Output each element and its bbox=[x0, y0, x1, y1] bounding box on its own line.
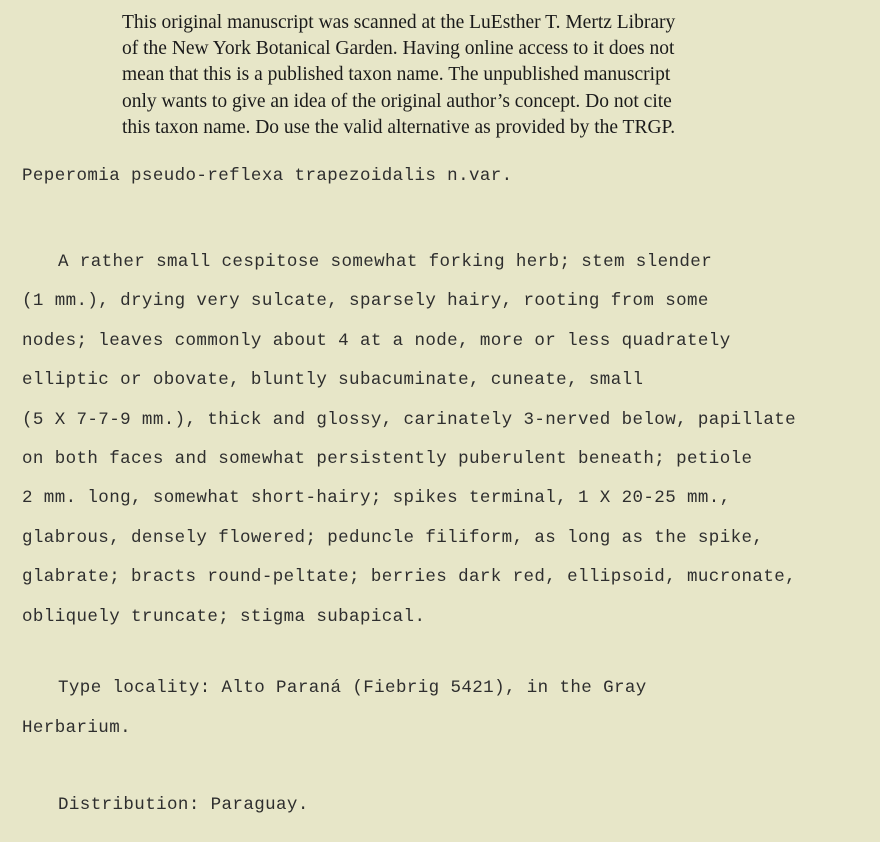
description-line: (1 mm.), drying very sulcate, sparsely hairy, rooting from some bbox=[22, 291, 709, 312]
notice-line: This original manuscript was scanned at the LuEsther T. Mertz Library bbox=[122, 12, 676, 33]
type-locality-continuation: Herbarium. bbox=[22, 718, 132, 738]
distribution-line: Distribution: Paraguay. bbox=[58, 795, 309, 815]
description-line: nodes; leaves commonly about 4 at a node, more or less quadrately bbox=[22, 330, 731, 351]
taxon-title: Peperomia pseudo-reflexa trapezoidalis n.var. bbox=[22, 166, 513, 186]
type-locality-line: Type locality: Alto Paraná (Fiebrig 5421), in the Gray bbox=[58, 678, 647, 698]
description-line: on both faces and somewhat persistently puberulent beneath; petiole bbox=[22, 449, 753, 470]
description-paragraph bbox=[22, 243, 796, 637]
description-line: elliptic or obovate, bluntly subacuminate, cuneate, small bbox=[22, 370, 644, 391]
notice-line: mean that this is a published taxon name. The unpublished manuscript bbox=[122, 64, 671, 86]
description-line: obliquely truncate; stigma subapical. bbox=[22, 606, 426, 627]
description-line: (5 X 7-7-9 mm.), thick and glossy, carinately 3-nerved below, papillate bbox=[22, 409, 797, 430]
description-line: glabrous, densely flowered; peduncle filiform, as long as the spike, bbox=[22, 527, 764, 548]
library-notice bbox=[122, 10, 772, 141]
notice-line: of the New York Botanical Garden. Having online access to it does not bbox=[122, 38, 675, 60]
description-line: A rather small cespitose somewhat forking herb; stem slender bbox=[58, 252, 713, 272]
notice-line: this taxon name. Do use the valid alternative as provided by the TRGP. bbox=[122, 116, 676, 138]
notice-line: only wants to give an idea of the original author’s concept. Do not cite bbox=[122, 90, 672, 112]
description-line: glabrate; bracts round-peltate; berries dark red, ellipsoid, mucronate, bbox=[22, 567, 797, 588]
description-line: 2 mm. long, somewhat short-hairy; spikes terminal, 1 X 20-25 mm., bbox=[22, 488, 731, 509]
